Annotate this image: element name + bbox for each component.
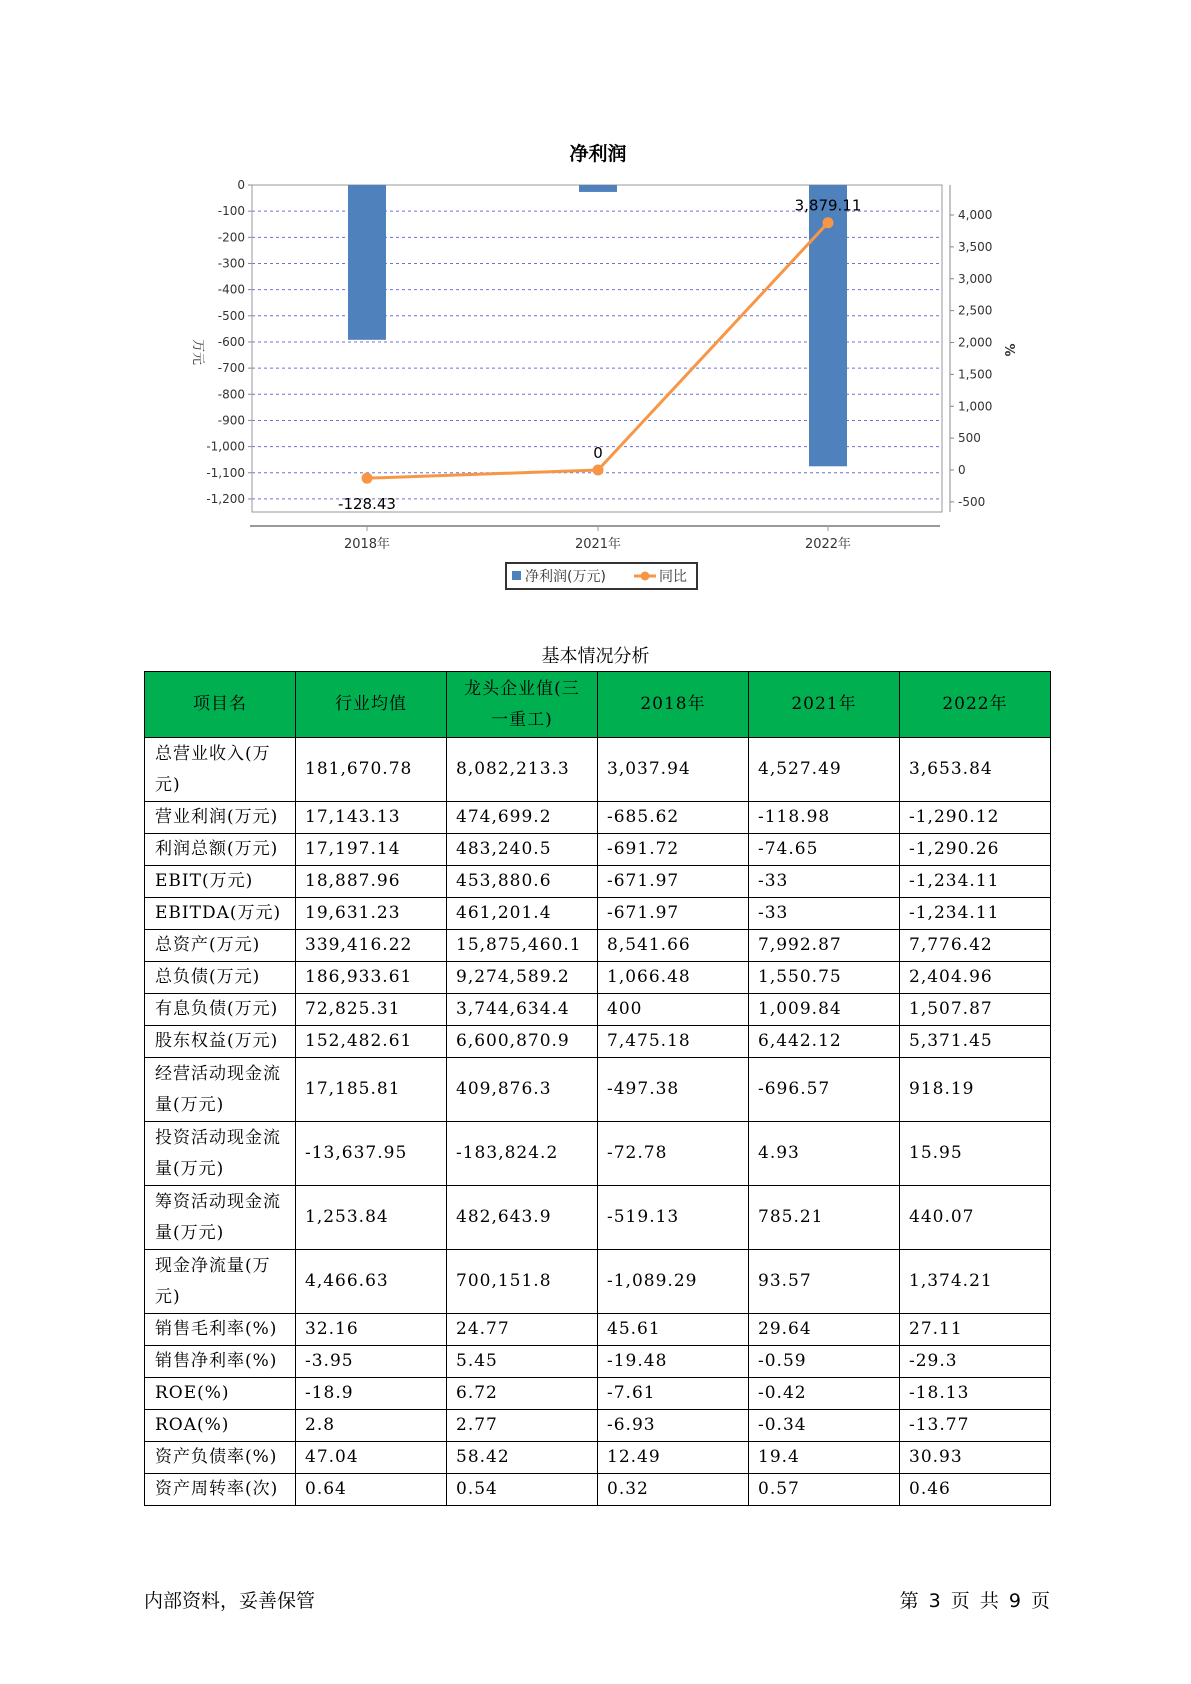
row-value-cell: -13,637.95 <box>296 1122 447 1186</box>
row-value-cell: -1,290.12 <box>900 802 1051 834</box>
table-title: 基本情况分析 <box>541 646 650 667</box>
row-value-cell: -0.34 <box>749 1410 900 1442</box>
header-industry-avg: 行业均值 <box>296 672 447 738</box>
row-name-cell: 销售毛利率(%) <box>145 1314 296 1346</box>
row-value-cell: 700,151.8 <box>447 1250 598 1314</box>
header-2022: 2022年 <box>900 672 1051 738</box>
left-axis-label: 万元 <box>190 338 205 366</box>
row-value-cell: 47.04 <box>296 1442 447 1474</box>
table-row <box>145 738 1051 802</box>
row-value-cell: 474,699.2 <box>447 802 598 834</box>
row-value-cell: 24.77 <box>447 1314 598 1346</box>
row-name-cell: 筹资活动现金流量(万元) <box>145 1186 296 1250</box>
row-value-cell: -183,824.2 <box>447 1122 598 1186</box>
row-value-cell: 453,880.6 <box>447 866 598 898</box>
row-value-cell: -685.62 <box>598 802 749 834</box>
row-value-cell: 30.93 <box>900 1442 1051 1474</box>
table-row <box>145 1314 1051 1346</box>
row-name-cell: 营业利润(万元) <box>145 802 296 834</box>
row-value-cell: 152,482.61 <box>296 1026 447 1058</box>
table-row <box>145 962 1051 994</box>
legend-bar-label: 净利润(万元) <box>525 569 606 585</box>
row-name-cell: EBITDA(万元) <box>145 898 296 930</box>
yoy-point <box>593 465 604 476</box>
row-name-cell: 销售净利率(%) <box>145 1346 296 1378</box>
header-2021: 2021年 <box>749 672 900 738</box>
header-item-name: 项目名 <box>145 672 296 738</box>
row-value-cell: 15,875,460.1 <box>447 930 598 962</box>
row-value-cell: 1,009.84 <box>749 994 900 1026</box>
row-value-cell: 93.57 <box>749 1250 900 1314</box>
row-value-cell: 1,066.48 <box>598 962 749 994</box>
legend-bar-swatch <box>512 571 521 580</box>
left-axis-tick-label: -100 <box>217 204 245 219</box>
table-row <box>145 866 1051 898</box>
row-value-cell: 6,442.12 <box>749 1026 900 1058</box>
row-value-cell: 19.4 <box>749 1442 900 1474</box>
chart-title: 净利润 <box>569 143 627 165</box>
yoy-data-label: -128.43 <box>338 495 396 514</box>
row-value-cell: -7.61 <box>598 1378 749 1410</box>
x-axis-tick-label: 2018年 <box>343 537 391 552</box>
row-value-cell: 8,541.66 <box>598 930 749 962</box>
yoy-data-label: 0 <box>593 444 603 462</box>
row-value-cell: -696.57 <box>749 1058 900 1122</box>
left-axis-tick-label: -600 <box>217 334 245 349</box>
right-axis-tick-label: 3,000 <box>958 271 993 286</box>
row-value-cell: -0.42 <box>749 1378 900 1410</box>
row-value-cell: 0.46 <box>900 1474 1051 1506</box>
row-value-cell: -671.97 <box>598 866 749 898</box>
row-value-cell: 3,744,634.4 <box>447 994 598 1026</box>
row-value-cell: 339,416.22 <box>296 930 447 962</box>
row-value-cell: 7,776.42 <box>900 930 1051 962</box>
row-value-cell: 2.8 <box>296 1410 447 1442</box>
yoy-line <box>367 223 828 478</box>
header-leader-value: 龙头企业值(三一重工) <box>447 672 598 738</box>
yoy-data-label: 3,879.11 <box>794 196 862 215</box>
row-name-cell: 总资产(万元) <box>145 930 296 962</box>
right-axis-tick-label: 4,000 <box>958 208 993 222</box>
row-value-cell: 32.16 <box>296 1314 447 1346</box>
row-name-cell: 资产负债率(%) <box>145 1442 296 1474</box>
row-value-cell: -671.97 <box>598 898 749 930</box>
table-row <box>145 1474 1051 1506</box>
row-name-cell: 总营业收入(万元) <box>145 738 296 802</box>
table-row <box>145 930 1051 962</box>
row-value-cell: 12.49 <box>598 1442 749 1474</box>
row-value-cell: 461,201.4 <box>447 898 598 930</box>
row-value-cell: 17,197.14 <box>296 834 447 866</box>
table-row <box>145 1026 1051 1058</box>
row-value-cell: 3,653.84 <box>900 738 1051 802</box>
right-axis-tick-label: 500 <box>958 431 981 446</box>
left-axis-tick-label: -200 <box>217 230 245 245</box>
left-axis-tick-label: -1,100 <box>206 465 245 480</box>
x-axis-tick-label: 2021年 <box>574 537 622 552</box>
row-value-cell: 0.57 <box>749 1474 900 1506</box>
right-axis-tick-label: 1,500 <box>958 367 993 382</box>
table-row <box>145 1410 1051 1442</box>
row-value-cell: 1,253.84 <box>296 1186 447 1250</box>
table-row <box>145 802 1051 834</box>
left-axis-tick-label: -500 <box>217 308 245 323</box>
row-value-cell: 1,374.21 <box>900 1250 1051 1314</box>
row-value-cell: 27.11 <box>900 1314 1051 1346</box>
row-value-cell: -497.38 <box>598 1058 749 1122</box>
row-value-cell: 4,466.63 <box>296 1250 447 1314</box>
row-name-cell: ROA(%) <box>145 1410 296 1442</box>
bar-2021年 <box>579 185 617 192</box>
row-value-cell: -72.78 <box>598 1122 749 1186</box>
row-value-cell: 1,507.87 <box>900 994 1051 1026</box>
net-profit-chart <box>0 0 1191 640</box>
right-axis-tick-label: 1,000 <box>958 399 993 414</box>
right-axis-tick-label: 0 <box>958 463 966 477</box>
row-value-cell: -519.13 <box>598 1186 749 1250</box>
row-value-cell: -6.93 <box>598 1410 749 1442</box>
row-value-cell: 6,600,870.9 <box>447 1026 598 1058</box>
x-axis-tick-label: 2022年 <box>804 537 852 552</box>
row-value-cell: -1,089.29 <box>598 1250 749 1314</box>
table-row <box>145 834 1051 866</box>
row-value-cell: 18,887.96 <box>296 866 447 898</box>
left-axis-tick-label: -300 <box>217 256 245 271</box>
table-row <box>145 1122 1051 1186</box>
legend-line-label: 同比 <box>659 569 687 585</box>
table-row <box>145 1186 1051 1250</box>
row-value-cell: 17,143.13 <box>296 802 447 834</box>
row-value-cell: 15.95 <box>900 1122 1051 1186</box>
row-value-cell: -33 <box>749 866 900 898</box>
row-value-cell: 8,082,213.3 <box>447 738 598 802</box>
row-value-cell: 4,527.49 <box>749 738 900 802</box>
row-value-cell: 58.42 <box>447 1442 598 1474</box>
row-value-cell: 3,037.94 <box>598 738 749 802</box>
left-axis-tick-label: -700 <box>217 361 245 376</box>
right-axis-tick-label: 2,000 <box>958 335 993 350</box>
row-value-cell: -33 <box>749 898 900 930</box>
row-value-cell: 0.64 <box>296 1474 447 1506</box>
row-name-cell: 有息负债(万元) <box>145 994 296 1026</box>
row-value-cell: 2.77 <box>447 1410 598 1442</box>
table-row <box>145 1442 1051 1474</box>
table-row <box>145 994 1051 1026</box>
row-value-cell: -18.13 <box>900 1378 1051 1410</box>
table-header-row <box>145 672 1051 738</box>
row-value-cell: 45.61 <box>598 1314 749 1346</box>
row-value-cell: -18.9 <box>296 1378 447 1410</box>
left-axis-tick-label: -400 <box>217 282 245 297</box>
row-value-cell: 0.54 <box>447 1474 598 1506</box>
row-value-cell: -691.72 <box>598 834 749 866</box>
row-value-cell: 483,240.5 <box>447 834 598 866</box>
table-row <box>145 1250 1051 1314</box>
left-axis-tick-label: -1,000 <box>206 439 245 454</box>
row-value-cell: -0.59 <box>749 1346 900 1378</box>
row-value-cell: 17,185.81 <box>296 1058 447 1122</box>
right-axis-tick-label: 2,500 <box>958 303 993 318</box>
left-axis-tick-label: 0 <box>237 178 245 192</box>
row-value-cell: 4.93 <box>749 1122 900 1186</box>
yoy-point <box>362 473 373 484</box>
row-name-cell: 股东权益(万元) <box>145 1026 296 1058</box>
right-axis-tick-label: 3,500 <box>958 239 993 254</box>
header-2018: 2018年 <box>598 672 749 738</box>
row-value-cell: -118.98 <box>749 802 900 834</box>
row-name-cell: EBIT(万元) <box>145 866 296 898</box>
row-value-cell: 440.07 <box>900 1186 1051 1250</box>
row-value-cell: 19,631.23 <box>296 898 447 930</box>
row-value-cell: -1,290.26 <box>900 834 1051 866</box>
yoy-point <box>823 217 834 228</box>
left-axis-tick-label: -900 <box>217 413 245 428</box>
row-value-cell: 186,933.61 <box>296 962 447 994</box>
row-value-cell: 72,825.31 <box>296 994 447 1026</box>
row-value-cell: 29.64 <box>749 1314 900 1346</box>
row-value-cell: 482,643.9 <box>447 1186 598 1250</box>
row-value-cell: -29.3 <box>900 1346 1051 1378</box>
row-value-cell: 400 <box>598 994 749 1026</box>
right-axis-tick-label: -500 <box>958 494 986 509</box>
row-value-cell: 181,670.78 <box>296 738 447 802</box>
row-value-cell: 5.45 <box>447 1346 598 1378</box>
row-value-cell: 7,475.18 <box>598 1026 749 1058</box>
left-axis-tick-label: -1,200 <box>206 491 245 506</box>
row-value-cell: -19.48 <box>598 1346 749 1378</box>
row-name-cell: 总负债(万元) <box>145 962 296 994</box>
row-value-cell: 6.72 <box>447 1378 598 1410</box>
row-value-cell: 785.21 <box>749 1186 900 1250</box>
row-value-cell: -13.77 <box>900 1410 1051 1442</box>
table-row <box>145 898 1051 930</box>
row-value-cell: 9,274,589.2 <box>447 962 598 994</box>
row-name-cell: 投资活动现金流量(万元) <box>145 1122 296 1186</box>
row-value-cell: 0.32 <box>598 1474 749 1506</box>
row-value-cell: 1,550.75 <box>749 962 900 994</box>
legend-line-marker <box>641 572 650 581</box>
table-row <box>145 1346 1051 1378</box>
row-name-cell: ROE(%) <box>145 1378 296 1410</box>
row-name-cell: 资产周转率(次) <box>145 1474 296 1506</box>
footer-confidential: 内部资料，妥善保管 <box>144 1590 316 1612</box>
row-name-cell: 利润总额(万元) <box>145 834 296 866</box>
row-value-cell: -1,234.11 <box>900 898 1051 930</box>
basic-analysis-table <box>144 671 1051 1506</box>
row-value-cell: -1,234.11 <box>900 866 1051 898</box>
row-value-cell: -3.95 <box>296 1346 447 1378</box>
row-value-cell: -74.65 <box>749 834 900 866</box>
left-axis-tick-label: -800 <box>217 387 245 402</box>
right-axis-label: % <box>1001 343 1016 357</box>
row-name-cell: 现金净流量(万元) <box>145 1250 296 1314</box>
row-value-cell: 409,876.3 <box>447 1058 598 1122</box>
table-row <box>145 1058 1051 1122</box>
table-row <box>145 1378 1051 1410</box>
row-value-cell: 7,992.87 <box>749 930 900 962</box>
bar-2018年 <box>348 185 386 340</box>
row-value-cell: 2,404.96 <box>900 962 1051 994</box>
row-name-cell: 经营活动现金流量(万元) <box>145 1058 296 1122</box>
footer-page-number: 第 3 页 共 9 页 <box>899 1590 1050 1612</box>
row-value-cell: 5,371.45 <box>900 1026 1051 1058</box>
row-value-cell: 918.19 <box>900 1058 1051 1122</box>
